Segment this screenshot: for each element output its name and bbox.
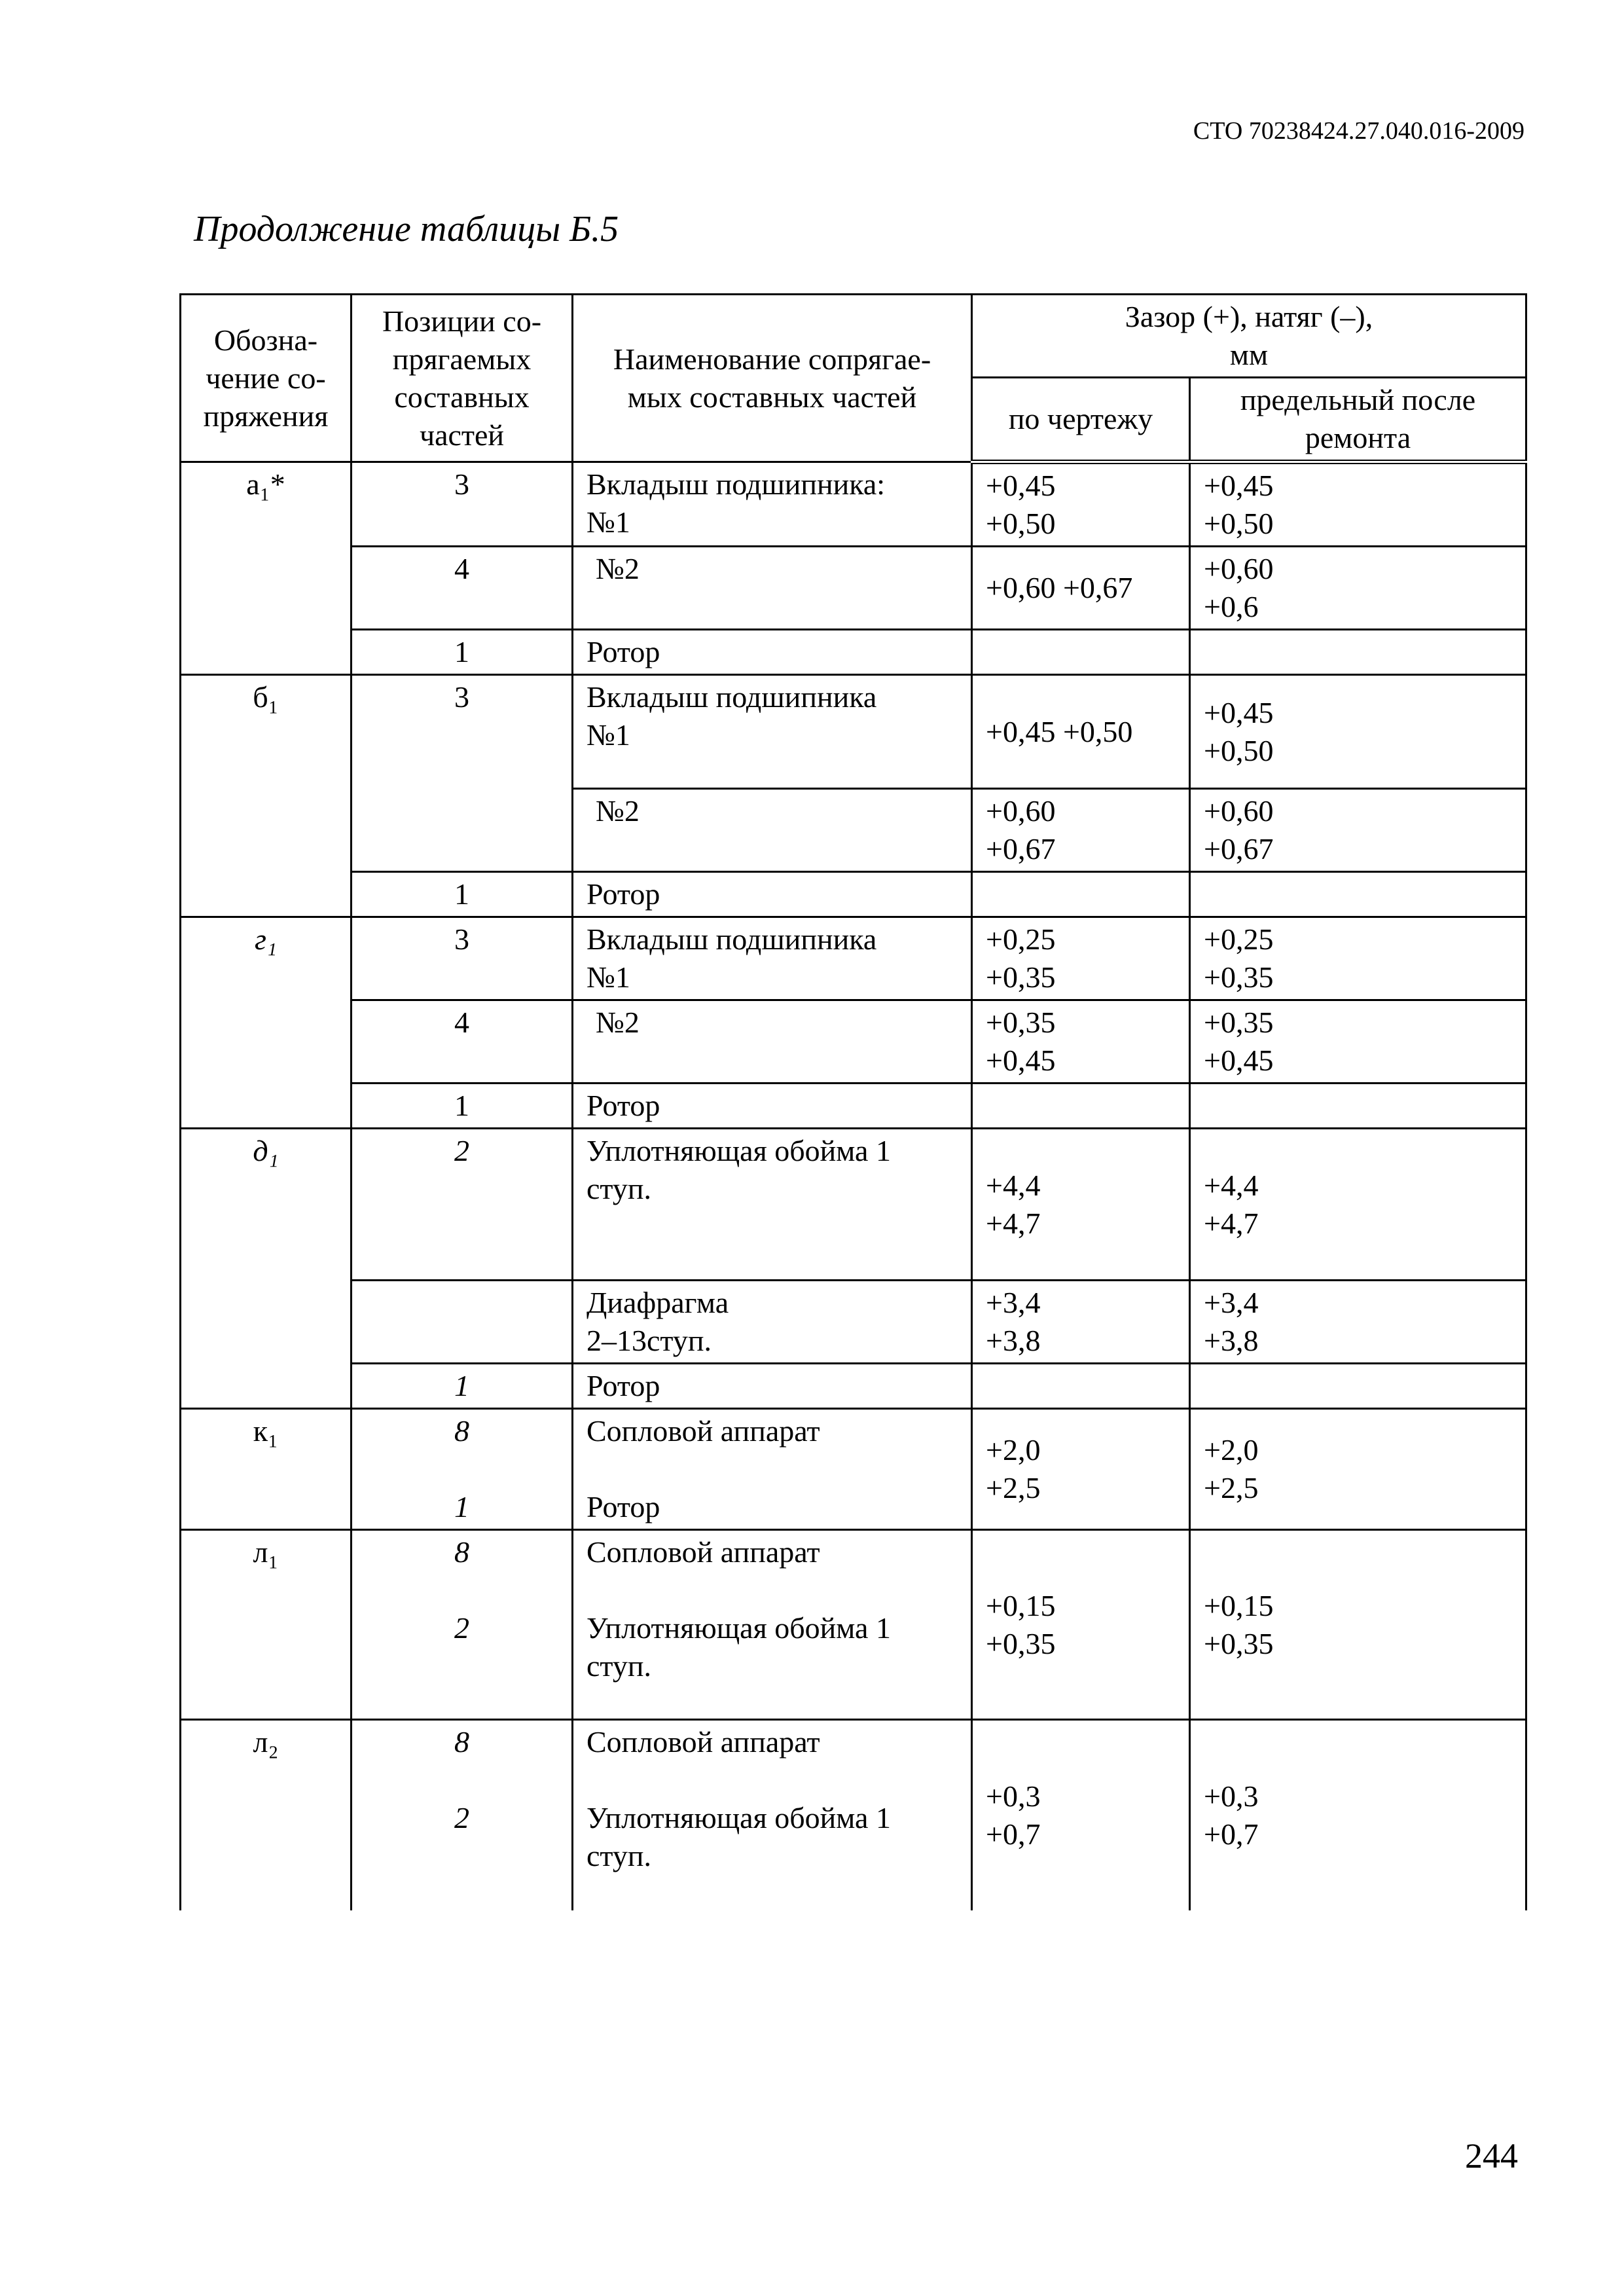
drawing-value-cell: +0,60 +0,67 <box>972 547 1190 630</box>
header-part-name: Наименование сопрягае- мых составных частей <box>573 295 972 462</box>
position-cell: 8 2 <box>352 1720 573 1911</box>
limit-value-cell <box>1190 630 1526 675</box>
fit-clearance-table <box>179 293 1527 1910</box>
page-number: 244 <box>1465 2136 1518 2176</box>
limit-value-cell: +0,35 +0,45 <box>1190 1000 1526 1084</box>
drawing-value-cell <box>972 1364 1190 1409</box>
limit-value-cell: +3,4 +3,8 <box>1190 1281 1526 1364</box>
limit-value-cell: +0,45 +0,50 <box>1190 462 1526 547</box>
part-name-cell: Диафрагма 2–13ступ. <box>573 1281 972 1364</box>
drawing-value-cell: +0,60 +0,67 <box>972 789 1190 872</box>
limit-value-cell: +0,3 +0,7 <box>1190 1720 1526 1911</box>
part-name-cell: Вкладыш подшипника: №1 <box>573 462 972 547</box>
table-row <box>181 630 1526 675</box>
position-cell: 4 <box>352 1000 573 1084</box>
position-cell <box>352 1281 573 1364</box>
position-cell: 3 <box>352 917 573 1000</box>
table-row <box>181 1281 1526 1364</box>
position-cell: 1 <box>352 1084 573 1129</box>
part-name-cell: №2 <box>573 789 972 872</box>
table-row <box>181 1000 1526 1084</box>
designation-cell: д₁ <box>181 1129 352 1409</box>
position-cell: 3 <box>352 675 573 872</box>
position-cell: 2 <box>352 1129 573 1281</box>
designation-cell: л₂ <box>181 1720 352 1911</box>
limit-value-cell: +0,15 +0,35 <box>1190 1530 1526 1720</box>
designation-cell: г₁ <box>181 917 352 1129</box>
limit-value-cell <box>1190 1084 1526 1129</box>
drawing-value-cell <box>972 1084 1190 1129</box>
designation-cell: б₁ <box>181 675 352 917</box>
header-designation: Обозна- чение со- пряжения <box>181 295 352 462</box>
table-row <box>181 462 1526 547</box>
part-name-cell: Сопловой аппарат Ротор <box>573 1409 972 1530</box>
position-cell: 1 <box>352 630 573 675</box>
part-name-cell: Уплотняющая обойма 1 ступ. <box>573 1129 972 1281</box>
drawing-value-cell: +2,0 +2,5 <box>972 1409 1190 1530</box>
limit-value-cell: +0,60 +0,6 <box>1190 547 1526 630</box>
drawing-value-cell <box>972 630 1190 675</box>
header-positions: Позиции со- прягаемых составных частей <box>352 295 573 462</box>
designation-cell: к₁ <box>181 1409 352 1530</box>
designation-cell: а₁* <box>181 462 352 675</box>
position-cell: 1 <box>352 1364 573 1409</box>
limit-value-cell: +2,0 +2,5 <box>1190 1409 1526 1530</box>
drawing-value-cell: +0,15 +0,35 <box>972 1530 1190 1720</box>
part-name-cell: Ротор <box>573 630 972 675</box>
drawing-value-cell: +0,45 +0,50 <box>972 462 1190 547</box>
table-row <box>181 917 1526 1000</box>
part-name-cell: Сопловой аппарат Уплотняющая обойма 1 ступ. <box>573 1530 972 1720</box>
part-name-cell: №2 <box>573 1000 972 1084</box>
part-name-cell: Ротор <box>573 1364 972 1409</box>
position-cell: 1 <box>352 872 573 917</box>
position-cell: 3 <box>352 462 573 547</box>
table-row <box>181 1530 1526 1720</box>
limit-value-cell: +0,45 +0,50 <box>1190 675 1526 789</box>
table-row <box>181 1084 1526 1129</box>
limit-value-cell: +0,60 +0,67 <box>1190 789 1526 872</box>
position-cell: 4 <box>352 547 573 630</box>
drawing-value-cell <box>972 872 1190 917</box>
table-row <box>181 1720 1526 1911</box>
limit-value-cell: +4,4 +4,7 <box>1190 1129 1526 1281</box>
header-limit-after-repair: предельный после ремонта <box>1190 378 1526 462</box>
part-name-cell: Вкладыш подшипника №1 <box>573 675 972 789</box>
table-caption: Продолжение таблицы Б.5 <box>194 209 619 249</box>
table-row <box>181 675 1526 789</box>
drawing-value-cell: +0,35 +0,45 <box>972 1000 1190 1084</box>
limit-value-cell <box>1190 1364 1526 1409</box>
drawing-value-cell: +0,45 +0,50 <box>972 675 1190 789</box>
drawing-value-cell: +0,25 +0,35 <box>972 917 1190 1000</box>
drawing-value-cell: +4,4 +4,7 <box>972 1129 1190 1281</box>
part-name-cell: Ротор <box>573 1084 972 1129</box>
table-row <box>181 1129 1526 1281</box>
designation-cell: л₁ <box>181 1530 352 1720</box>
position-cell: 8 1 <box>352 1409 573 1530</box>
limit-value-cell <box>1190 872 1526 917</box>
header-clearance: Зазор (+), натяг (–), мм <box>972 295 1526 378</box>
table-row <box>181 1364 1526 1409</box>
table-row <box>181 1409 1526 1530</box>
table-row <box>181 547 1526 630</box>
drawing-value-cell: +3,4 +3,8 <box>972 1281 1190 1364</box>
document-code: СТО 70238424.27.040.016-2009 <box>1193 117 1525 145</box>
limit-value-cell: +0,25 +0,35 <box>1190 917 1526 1000</box>
drawing-value-cell: +0,3 +0,7 <box>972 1720 1190 1911</box>
part-name-cell: Ротор <box>573 872 972 917</box>
part-name-cell: Вкладыш подшипника №1 <box>573 917 972 1000</box>
header-by-drawing: по чертежу <box>972 378 1190 462</box>
position-cell: 8 2 <box>352 1530 573 1720</box>
part-name-cell: №2 <box>573 547 972 630</box>
table-row <box>181 872 1526 917</box>
part-name-cell: Сопловой аппарат Уплотняющая обойма 1 ступ. <box>573 1720 972 1911</box>
